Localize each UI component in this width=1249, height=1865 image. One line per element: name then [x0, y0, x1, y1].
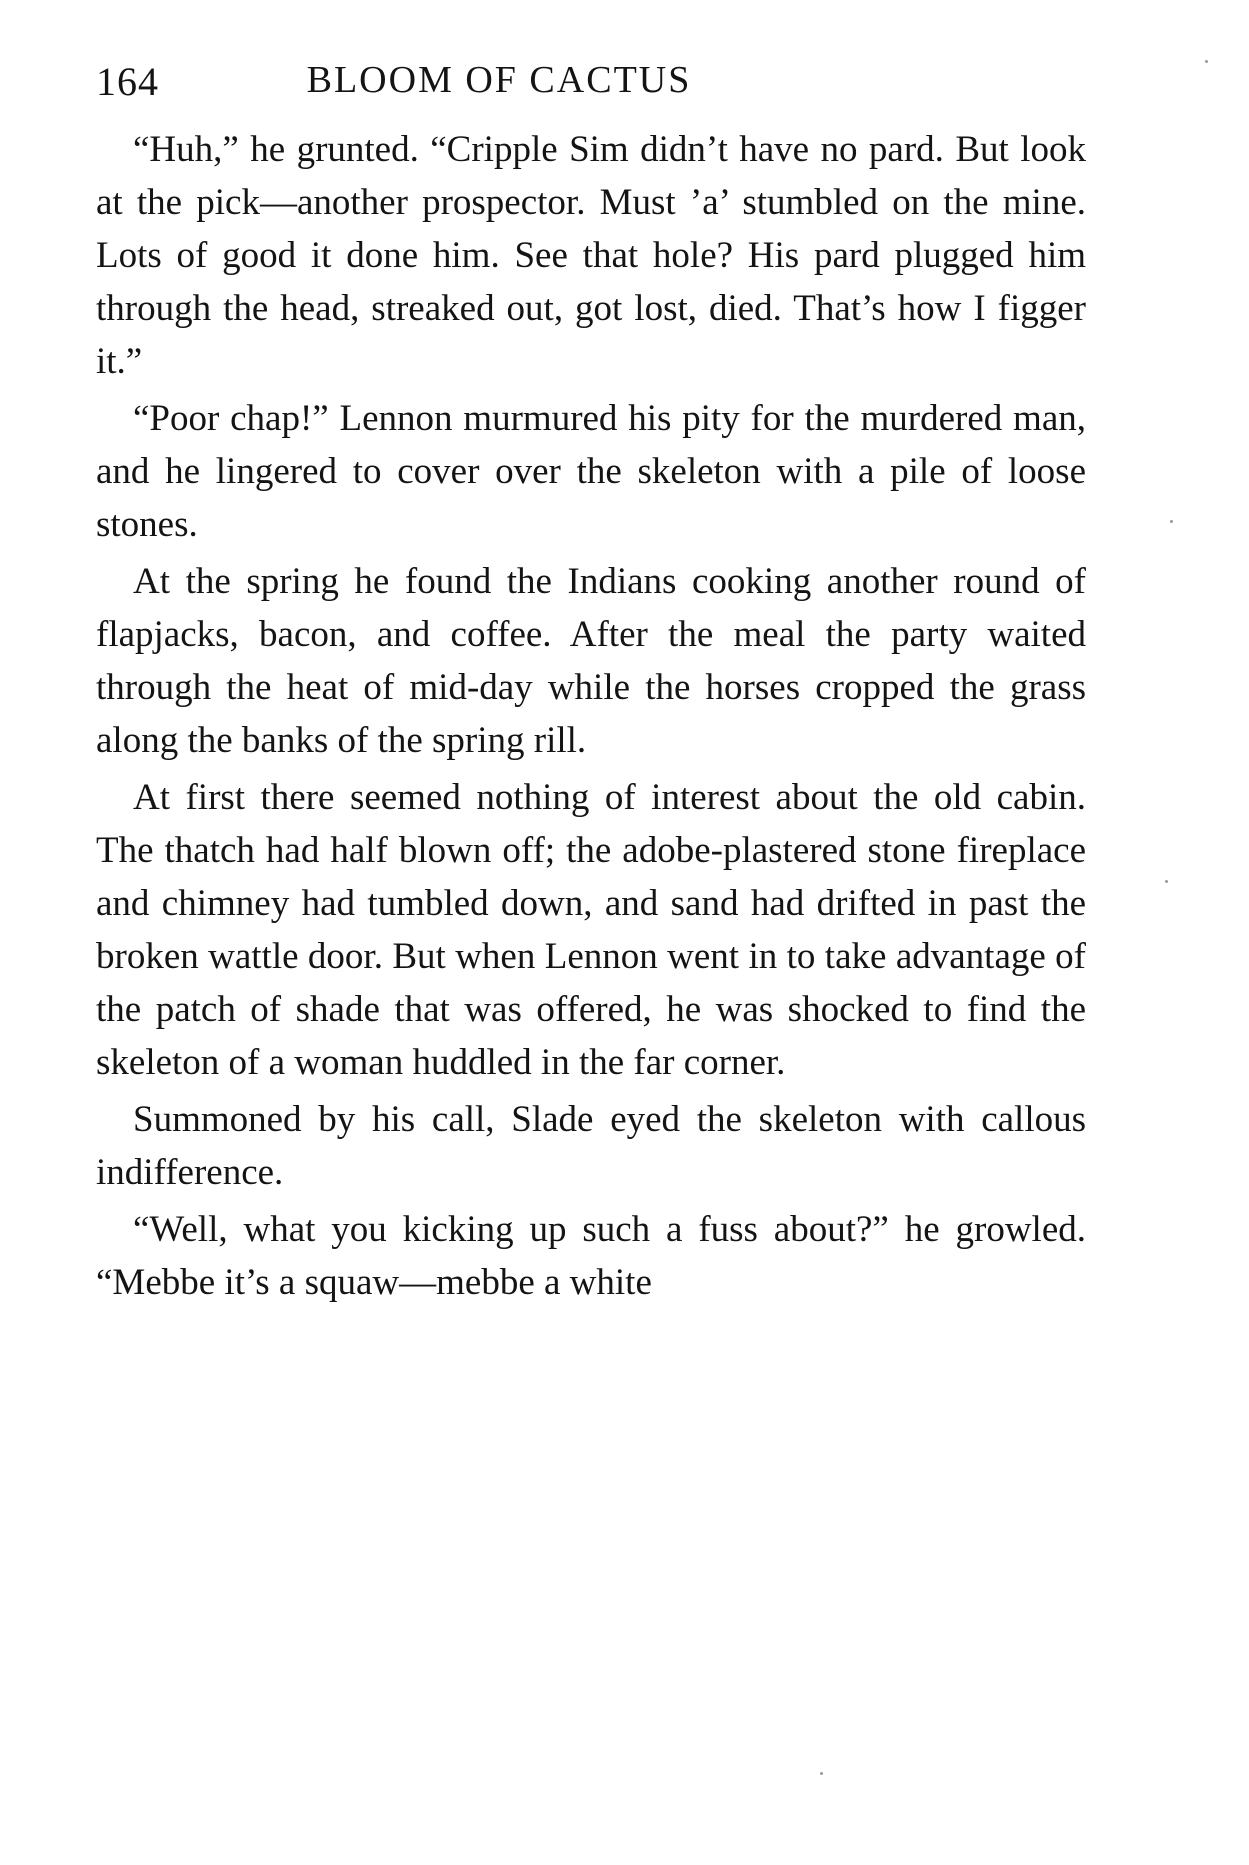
page-number: 164 — [96, 59, 159, 104]
paper-speck — [1170, 520, 1173, 523]
paragraph: Summoned by his call, Slade eyed the skeleton with callous indifference. — [96, 1099, 1086, 1193]
paragraph: “Huh,” he grunted. “Cripple Sim didn’t have no pard. But look at the pick—another prospector. Must ’a’ stumbled on the mine. Lots of good it done him. See that hole? His pard plugged him through the head, streaked out, got lost, died. That’s how I figger it.” — [96, 129, 1086, 382]
paragraph: “Poor chap!” Lennon murmured his pity for the murdered man, and he lingered to cover over the skeleton with a pile of loose stones. — [96, 398, 1086, 545]
paragraph: “Well, what you kicking up such a fuss about?” he growled. “Mebbe it’s a squaw—mebbe a white — [96, 1209, 1086, 1303]
paper-speck — [820, 1772, 823, 1775]
page-header — [96, 58, 1086, 110]
paper-speck — [1165, 880, 1168, 883]
body-text — [96, 123, 1086, 1313]
paper-speck — [1205, 60, 1208, 63]
running-title: BLOOM OF CACTUS — [306, 59, 692, 101]
paragraph: At first there seemed nothing of interest about the old cabin. The thatch had half blown off; the adobe-plastered stone fireplace and chimney had tumbled down, and sand had drifted in past the broken wattle door. But when Lennon went in to take advantage of the patch of shade that was offered, he was shocked to find the skeleton of a woman huddled in the far corner. — [96, 777, 1086, 1083]
paragraph: At the spring he found the Indians cooking another round of flapjacks, bacon, and coffee. After the meal the party waited through the heat of mid-day while the horses cropped the grass along the banks of the spring rill. — [96, 561, 1086, 761]
